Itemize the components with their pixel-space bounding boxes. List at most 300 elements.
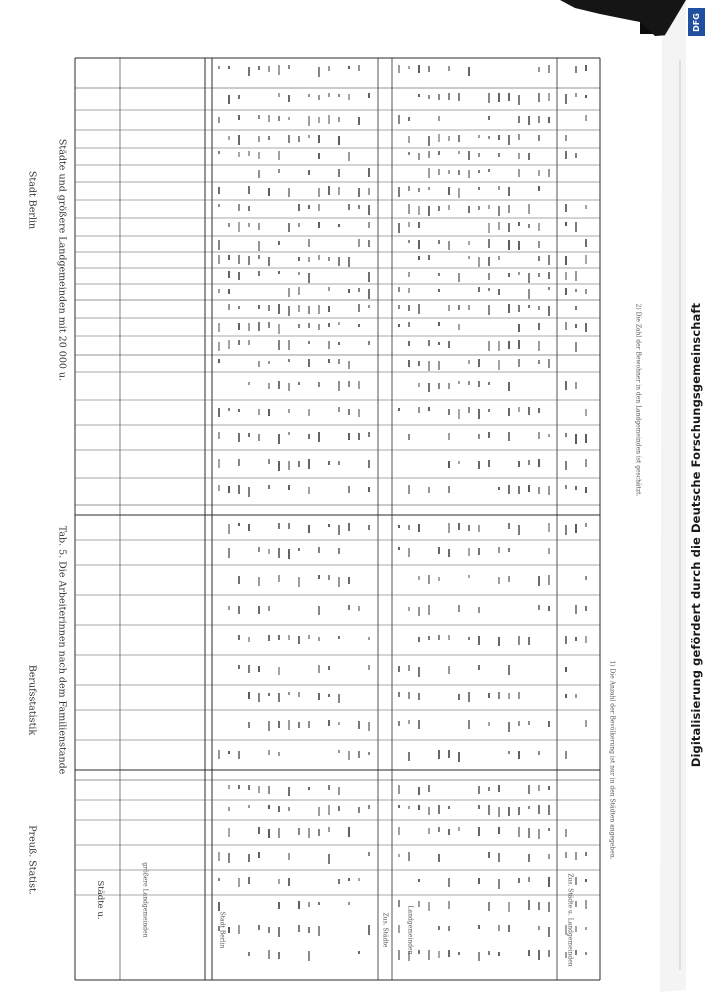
scan-mark — [218, 151, 220, 154]
scan-mark — [585, 289, 587, 294]
scan-mark — [458, 151, 460, 154]
scan-mark — [548, 486, 550, 495]
scan-mark — [308, 94, 310, 97]
scan-mark — [565, 667, 567, 672]
scan-mark — [368, 168, 370, 177]
scan-mark — [248, 524, 250, 531]
scan-mark — [298, 204, 300, 211]
scan-mark — [298, 548, 300, 551]
scan-mark — [278, 752, 280, 756]
scan-mark — [328, 341, 330, 349]
scan-mark — [348, 204, 350, 210]
scan-mark — [488, 805, 490, 815]
scan-mark — [538, 751, 540, 755]
scan-mark — [398, 305, 400, 309]
scan-mark — [328, 323, 330, 327]
scan-mark — [408, 305, 410, 311]
scan-mark — [428, 828, 430, 834]
scan-mark — [538, 186, 540, 191]
scan-mark — [308, 135, 310, 138]
scan-mark — [268, 485, 270, 489]
scan-mark — [298, 722, 300, 728]
scan-mark — [258, 852, 260, 858]
scan-mark — [428, 151, 430, 158]
scan-mark — [238, 459, 240, 466]
scan-mark — [328, 287, 330, 291]
scan-mark — [258, 255, 260, 259]
scan-mark — [508, 485, 510, 494]
scan-mark — [508, 722, 510, 732]
scan-mark — [428, 807, 430, 815]
scan-mark — [538, 902, 540, 910]
scan-mark — [498, 785, 500, 792]
scan-mark — [448, 66, 450, 71]
scan-mark — [338, 694, 340, 703]
scan-mark — [358, 878, 360, 881]
scan-mark — [368, 487, 370, 492]
scan-mark — [248, 637, 250, 642]
scan-mark — [298, 272, 300, 275]
scan-mark — [488, 169, 490, 172]
scan-mark — [338, 117, 340, 122]
scan-mark — [438, 342, 440, 345]
scan-mark — [538, 805, 540, 814]
scan-mark — [318, 204, 320, 211]
scan-mark — [498, 577, 500, 584]
scan-mark — [468, 256, 470, 259]
scan-mark — [238, 255, 240, 264]
scan-mark — [338, 136, 340, 145]
scan-mark — [448, 205, 450, 210]
scan-mark — [238, 606, 240, 614]
scan-mark — [338, 525, 340, 535]
scan-mark — [328, 827, 330, 832]
scan-mark — [258, 693, 260, 702]
scan-mark — [238, 95, 240, 99]
scan-mark — [448, 433, 450, 440]
scan-mark — [268, 115, 270, 122]
scan-mark — [428, 407, 430, 411]
scan-mark — [268, 606, 270, 611]
scan-mark — [258, 305, 260, 309]
scan-mark — [575, 901, 577, 907]
scan-mark — [498, 547, 500, 553]
scan-mark — [338, 407, 340, 412]
scan-mark — [438, 361, 440, 370]
scan-mark — [278, 93, 280, 97]
scan-mark — [565, 322, 567, 330]
scan-mark — [538, 306, 540, 310]
scan-mark — [418, 361, 420, 366]
scan-mark — [218, 323, 220, 332]
scan-mark — [348, 902, 350, 905]
scan-mark — [585, 606, 587, 611]
scan-mark — [538, 93, 540, 102]
scan-mark — [528, 273, 530, 283]
scan-mark — [238, 409, 240, 412]
scan-mark — [498, 827, 500, 834]
scan-mark — [248, 151, 250, 156]
scan-mark — [328, 115, 330, 124]
scan-mark — [288, 117, 290, 120]
scan-mark — [278, 721, 280, 728]
scan-mark — [518, 241, 520, 250]
scan-mark — [438, 169, 440, 175]
scan-mark — [458, 827, 460, 831]
scan-mark — [528, 900, 530, 910]
scan-mark — [228, 136, 230, 140]
scan-mark — [258, 115, 260, 119]
scan-mark — [418, 576, 420, 580]
scan-mark — [288, 135, 290, 143]
scan-mark — [308, 787, 310, 790]
scan-mark — [368, 525, 370, 530]
scan-mark — [298, 257, 300, 261]
scan-mark — [228, 340, 230, 349]
scan-mark — [228, 524, 230, 534]
scan-mark — [358, 606, 360, 611]
scan-mark — [408, 485, 410, 494]
scan-mark — [258, 223, 260, 230]
scan-mark — [268, 950, 270, 959]
scan-mark — [498, 637, 500, 646]
scan-mark — [438, 151, 440, 155]
scan-mark — [498, 925, 500, 931]
scan-mark — [258, 241, 260, 251]
scan-mark — [298, 223, 300, 227]
scan-mark — [238, 523, 240, 526]
scan-mark — [428, 487, 430, 493]
scan-mark — [418, 901, 420, 907]
scan-mark — [228, 828, 230, 837]
scan-mark — [448, 635, 450, 640]
scan-mark — [408, 607, 410, 611]
scan-mark — [585, 852, 587, 856]
scan-mark — [268, 805, 270, 809]
scan-mark — [508, 187, 510, 196]
scan-mark — [328, 854, 330, 864]
scan-mark — [448, 383, 450, 389]
scan-mark — [418, 407, 420, 413]
scan-mark — [418, 206, 420, 215]
scan-mark — [258, 606, 260, 614]
scan-mark — [248, 785, 250, 790]
scan-mark — [498, 206, 500, 216]
scan-mark — [585, 434, 587, 443]
scan-mark — [418, 222, 420, 228]
scan-mark — [308, 635, 310, 639]
scan-mark — [398, 525, 400, 528]
scan-mark — [368, 432, 370, 437]
scan-mark — [575, 694, 577, 698]
scan-mark — [278, 548, 280, 558]
scan-mark — [278, 927, 280, 937]
scan-mark — [408, 272, 410, 277]
scan-mark — [548, 606, 550, 611]
scan-mark — [288, 635, 290, 640]
scan-mark — [338, 94, 340, 97]
scan-mark — [508, 925, 510, 932]
scan-mark — [418, 879, 420, 882]
scan-mark — [478, 636, 480, 645]
scan-mark — [338, 879, 340, 884]
scan-mark — [438, 273, 440, 276]
scan-mark — [228, 304, 230, 310]
scan-mark — [565, 256, 567, 265]
scan-mark — [498, 222, 500, 230]
scan-mark — [498, 879, 500, 889]
scan-mark — [428, 168, 430, 178]
scan-mark — [288, 432, 290, 435]
scan-mark — [518, 692, 520, 699]
scan-mark — [538, 341, 540, 351]
scan-mark — [418, 787, 420, 795]
scan-mark — [268, 361, 270, 364]
scan-mark — [575, 852, 577, 860]
scan-mark — [238, 115, 240, 120]
scan-mark — [288, 787, 290, 796]
scan-mark — [458, 752, 460, 762]
scan-mark — [348, 361, 350, 369]
scan-mark — [575, 637, 577, 641]
scan-mark — [528, 485, 530, 492]
scan-mark — [328, 306, 330, 312]
scan-mark — [458, 305, 460, 310]
scan-mark — [368, 805, 370, 809]
scan-mark — [358, 381, 360, 389]
scan-mark — [228, 548, 230, 558]
scan-mark — [548, 272, 550, 279]
scan-mark — [468, 575, 470, 578]
scan-mark — [488, 787, 490, 791]
scan-mark — [368, 222, 370, 228]
scan-mark — [338, 548, 340, 554]
scan-mark — [238, 204, 240, 211]
scan-mark — [518, 340, 520, 349]
scan-mark — [518, 461, 520, 467]
scan-mark — [258, 136, 260, 142]
scan-mark — [348, 433, 350, 440]
scan-mark — [318, 665, 320, 673]
scan-mark — [288, 340, 290, 350]
scan-mark — [438, 577, 440, 581]
scan-mark — [308, 306, 310, 314]
scan-mark — [268, 383, 270, 389]
scan-mark — [428, 361, 430, 371]
scan-mark — [368, 752, 370, 755]
scan-mark — [548, 927, 550, 937]
scan-mark — [585, 409, 587, 416]
scan-mark — [248, 223, 250, 227]
scan-mark — [428, 136, 430, 146]
scan-mark — [408, 288, 410, 293]
scan-mark — [488, 273, 490, 280]
scan-mark — [478, 434, 480, 439]
scan-mark — [458, 381, 460, 384]
scan-mark — [348, 381, 350, 387]
scan-mark — [318, 382, 320, 387]
scan-mark — [308, 323, 310, 328]
scan-mark — [218, 408, 220, 417]
scan-mark — [548, 721, 550, 727]
scan-mark — [368, 272, 370, 282]
scan-mark — [468, 305, 470, 310]
scan-mark — [308, 459, 310, 469]
scan-mark — [448, 666, 450, 674]
scan-mark — [218, 878, 220, 881]
scan-mark — [518, 134, 520, 140]
scan-mark — [528, 153, 530, 160]
scan-mark — [288, 65, 290, 69]
scan-mark — [228, 751, 230, 754]
scan-mark — [448, 901, 450, 909]
scan-mark — [508, 223, 510, 232]
scan-mark — [318, 135, 320, 143]
scan-mark — [258, 547, 260, 552]
scan-mark — [478, 153, 480, 157]
scan-mark — [308, 828, 310, 838]
scan-mark — [348, 257, 350, 267]
scan-mark — [458, 461, 460, 464]
scan-mark — [448, 187, 450, 195]
scan-mark — [468, 151, 470, 160]
scan-mark — [418, 65, 420, 73]
scan-mark — [585, 900, 587, 909]
scan-mark — [528, 785, 530, 794]
scan-mark — [478, 409, 480, 419]
scan-mark — [288, 523, 290, 529]
scan-mark — [298, 692, 300, 697]
scan-mark — [428, 340, 430, 346]
scan-mark — [398, 785, 400, 794]
scan-mark — [488, 136, 490, 139]
scan-mark — [518, 169, 520, 177]
scan-mark — [218, 902, 220, 911]
scan-mark — [528, 407, 530, 415]
scan-mark — [278, 340, 280, 350]
scan-mark — [318, 829, 320, 836]
scan-mark — [258, 666, 260, 672]
scan-mark — [408, 240, 410, 243]
scan-mark — [468, 170, 470, 178]
scan-mark — [518, 827, 520, 837]
scan-mark — [488, 852, 490, 858]
scan-mark — [288, 485, 290, 490]
scan-mark — [248, 433, 250, 437]
scan-mark — [488, 382, 490, 385]
scan-mark — [398, 408, 400, 411]
scan-mark — [338, 322, 340, 325]
scan-mark — [238, 433, 240, 442]
scan-mark — [565, 852, 567, 858]
scan-mark — [278, 169, 280, 173]
scan-mark — [575, 486, 577, 490]
scan-mark — [428, 785, 430, 792]
digitization-notice-text: Digitalisierung gefördert durch die Deutsche Forschungsgemeinschaft — [689, 302, 703, 768]
scan-mark — [268, 549, 270, 554]
scan-mark — [488, 223, 490, 233]
scan-mark — [428, 95, 430, 99]
scan-mark — [498, 360, 500, 370]
scan-mark — [318, 188, 320, 197]
scan-mark — [398, 223, 400, 233]
scan-mark — [458, 170, 460, 175]
scan-mark — [228, 486, 230, 493]
scan-mark — [508, 93, 510, 101]
scan-mark — [258, 361, 260, 367]
scan-mark — [238, 878, 240, 887]
scan-mark — [218, 432, 220, 439]
scan-mark — [478, 525, 480, 532]
scan-mark — [408, 525, 410, 530]
scan-mark — [575, 93, 577, 97]
scan-mark — [368, 341, 370, 345]
scan-mark — [528, 204, 530, 214]
scan-mark — [448, 750, 450, 758]
scan-mark — [408, 222, 410, 227]
scan-mark — [398, 692, 400, 697]
scan-mark — [428, 383, 430, 392]
scan-mark — [268, 635, 270, 641]
scan-mark — [338, 187, 340, 195]
scan-mark — [338, 257, 340, 266]
scan-mark — [398, 115, 400, 124]
scan-mark — [268, 459, 270, 464]
scan-mark — [318, 305, 320, 314]
scan-mark — [498, 952, 500, 956]
scan-mark — [538, 926, 540, 930]
scan-mark — [565, 485, 567, 489]
scan-mark — [398, 925, 400, 933]
scan-mark — [338, 577, 340, 587]
scan-mark — [528, 828, 530, 838]
scan-mark — [498, 135, 500, 140]
scan-mark — [585, 65, 587, 71]
scan-mark — [298, 382, 300, 385]
scan-mark — [318, 117, 320, 123]
scan-mark — [398, 547, 400, 550]
scan-mark — [218, 852, 220, 861]
scan-mark — [488, 693, 490, 698]
scan-mark — [478, 206, 480, 210]
scan-mark — [478, 170, 480, 173]
scan-mark — [288, 359, 290, 362]
scan-mark — [478, 187, 480, 190]
scan-mark — [218, 750, 220, 759]
scan-mark — [228, 271, 230, 278]
scan-mark — [328, 93, 330, 97]
scan-mark — [548, 805, 550, 815]
scan-mark — [448, 878, 450, 887]
scan-mark — [408, 322, 410, 327]
scan-mark — [258, 434, 260, 441]
scan-mark — [248, 805, 250, 808]
scan-mark — [585, 115, 587, 121]
scan-mark — [585, 952, 587, 955]
scan-mark — [565, 135, 567, 141]
scan-mark — [308, 409, 310, 416]
scan-mark — [438, 827, 440, 832]
scan-mark — [338, 169, 340, 177]
scan-mark — [368, 188, 370, 195]
scan-mark — [248, 692, 250, 699]
scan-mark — [318, 693, 320, 700]
scan-mark — [458, 694, 460, 700]
scan-mark — [448, 806, 450, 809]
scan-mark — [468, 381, 470, 385]
scan-mark — [298, 828, 300, 835]
scan-mark — [548, 287, 550, 290]
